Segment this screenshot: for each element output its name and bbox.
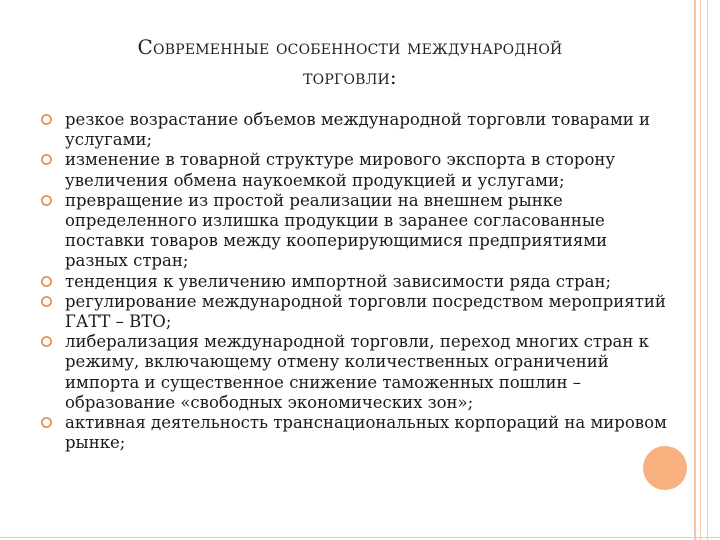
open-circle-bullet-icon [40, 295, 53, 308]
frame-line [0, 537, 720, 538]
frame-line [694, 0, 696, 540]
list-item-text: превращение из простой реализации на внешнем рынке определенного излишка продукции в заранее согласованные поставки товаров между кооперирующимися предприятиями разных стран; [65, 190, 608, 271]
open-circle-bullet-icon [40, 194, 53, 207]
open-circle-bullet-icon [40, 113, 53, 126]
list-item-text: либерализация международной торговли, переход многих стран к режиму, включающему отмену количественных ограничений импорта и существенное снижение таможенных пошлин – образование «свободных экономических зон»; [65, 332, 649, 412]
list-item-text: активная деятельность транснациональных корпораций на мировом рынке; [65, 413, 667, 453]
slide-title [60, 32, 640, 92]
open-circle-bullet-icon [40, 416, 53, 429]
list-item [40, 110, 670, 150]
list-item-text: изменение в товарной структуре мирового экспорта в сторону увеличения обмена наукоемкой продукцией и услугами; [65, 150, 616, 190]
list-item [40, 413, 670, 453]
list-item-text: регулирование международной торговли посредством мероприятий ГАТТ – ВТО; [65, 291, 666, 332]
list-item [40, 272, 670, 292]
open-circle-bullet-icon [40, 153, 53, 166]
list-item [40, 150, 670, 190]
slide-title-line: торговли: [303, 65, 397, 89]
list-item-text: тенденция к увеличению импортной зависимости ряда стран; [65, 271, 612, 291]
frame-line [707, 0, 708, 540]
open-circle-bullet-icon [40, 335, 53, 348]
list-item [40, 191, 670, 272]
list-item [40, 292, 670, 332]
bullet-list [40, 110, 670, 453]
list-item [40, 332, 670, 413]
frame-line [700, 0, 701, 540]
open-circle-bullet-icon [40, 275, 53, 288]
list-item-text: резкое возрастание объемов международной торговли товарами и услугами; [65, 110, 651, 150]
slide-title-line: Современные особенности международной [137, 35, 563, 59]
